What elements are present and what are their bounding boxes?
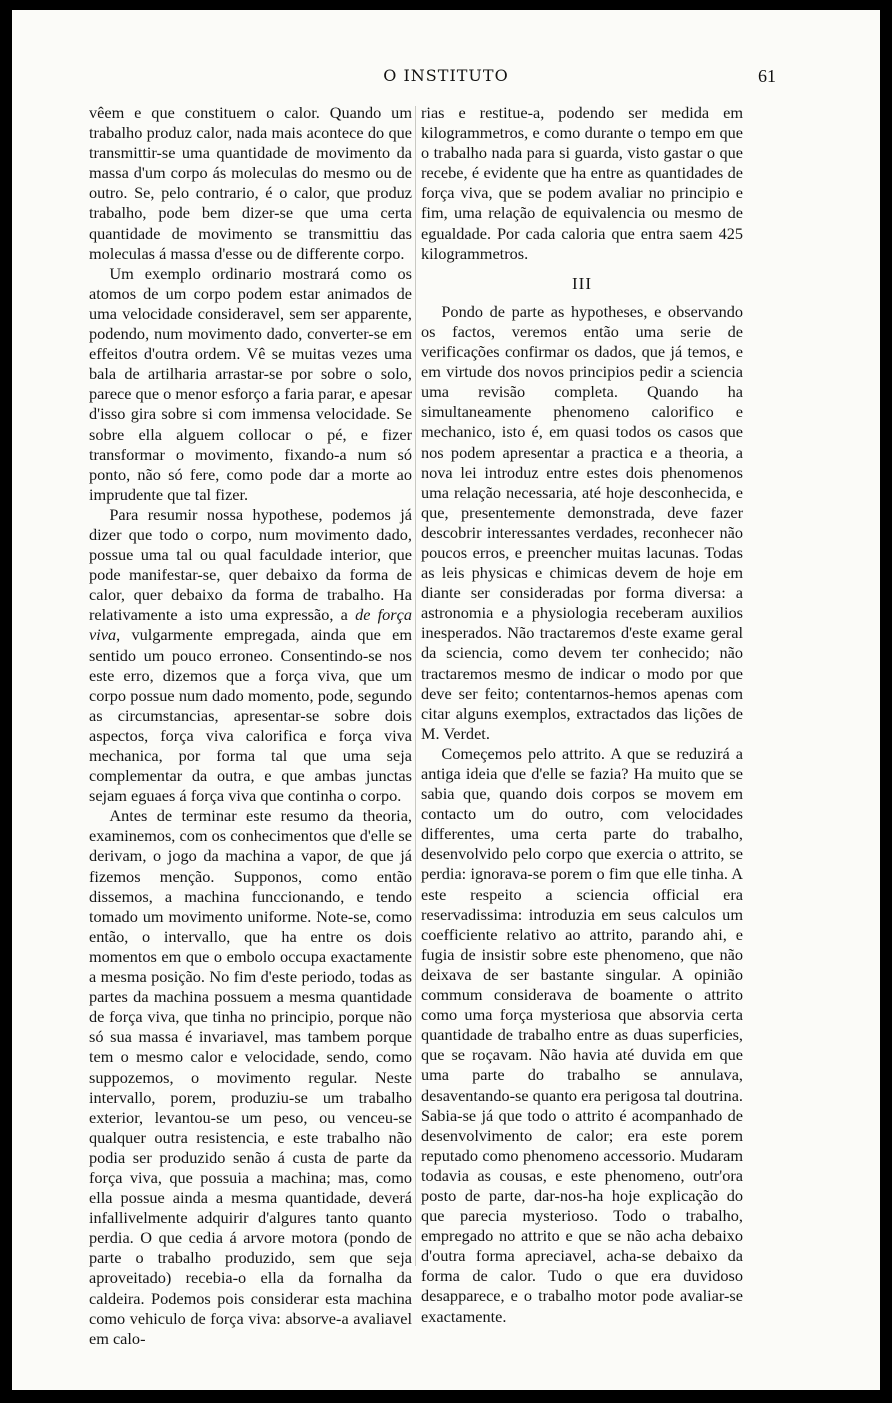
- page-sheet: [12, 10, 880, 1390]
- left-paragraph-3-text-b: , vulgarmente empregada, ainda que em sentido um pouco erroneo. Consentindo-se nos este erro, dizemos que a força viva, que um corpo possue num dado momento, pode, segundo as circumstancias, apresentar-se sobre dois aspectos, força viva calorifica e força viva mechanica, por forma tal que uma seja complementar da outra, e que ambas junctas sejam eguaes á força viva que continha o corpo.: [89, 625, 412, 806]
- page-number: 61: [758, 66, 776, 86]
- left-column: [89, 103, 412, 1349]
- right-paragraph-2: Pondo de parte as hypotheses, e observando os factos, veremos então uma serie de verificações confirmar os dados, que já temos, e em virtude dos novos principios pedir a sciencia uma revisão completa. Quando ha simultaneamente phenomeno calorifico e mechanico, isto é, em quasi todos os casos que nos podem apresentar a practica e a theoria, a nova lei introduz entre estes dois phenomenos uma relação necessaria, até hoje desconhecida, e que, presentemente demonstrada, deve fazer descobrir interessantes verdades, reconhecer não poucos erros, e preencher muitas lacunas. Todas as leis physicas e chimicas devem de hoje em diante ser consideradas por forma diversa: a astronomia e a physiologia receberam auxilios inesperados. Não tractaremos d'este exame geral da sciencia, como devem ter conhecido; não tractaremos mesmo de indicar o modo por que deve ser feito; contentarnos-hemos apenas com citar alguns exemplos, extractados das lições de M. Verdet.: [421, 301, 743, 743]
- section-heading: III: [572, 273, 592, 293]
- left-paragraph-1: vêem e que constituem o calor. Quando um trabalho produz calor, nada mais acontece do que transmittir-se uma quantidade de movimento da massa d'um corpo ás moleculas do mesmo ou de outro. Se, pelo contrario, é o calor, que produz trabalho, pode bem dizer-se que uma certa quantidade de movimento se transmittiu das moleculas á massa d'esse ou de differente corpo.: [89, 103, 412, 263]
- running-title: O INSTITUTO: [383, 66, 509, 85]
- left-paragraph-3-text-a: Para resumir nossa hypothese, podemos já dizer que todo o corpo, num movimento dado, possue uma tal ou qual faculdade interior, que pode manifestar-se, quer debaixo da forma de calor, quer debaixo da forma de trabalho. Ha relativamente a isto uma expressão, a: [89, 504, 412, 625]
- right-paragraph-1: rias e restitue-a, podendo ser medida em kilogrammetros, e como durante o tempo em que o trabalho nada para si guarda, visto gastar o que recebe, é evidente que ha entre as quantidades de força viva, que se podem avaliar no principio e fim, uma relação de equivalencia ou mesmo de egualdade. Por cada caloria que entra saem 425 kilogrammetros.: [421, 103, 743, 263]
- left-paragraph-3-italic: de força viva: [89, 605, 412, 645]
- right-column: [421, 103, 743, 1327]
- column-divider: [415, 106, 416, 1266]
- left-paragraph-2: Um exemplo ordinario mostrará como os atomos de um corpo podem estar animados de uma velocidade consideravel, sem ser apparente, podendo, num movimento dado, converter-se em effeitos d'outra ordem. Vê se muitas vezes uma bala de artilharia arrastar-se por sobre o solo, parece que o menor esforço a faria parar, e apesar d'isso gira sobre si com immensa velocidade. Se sobre ella alguem collocar o pé, e fizer transformar o movimento, fixando-a num só ponto, não só fere, como pode dar a morte ao imprudente que tal fizer.: [89, 263, 412, 504]
- left-paragraph-4: Antes de terminar este resumo da theoria, examinemos, com os conhecimentos que d'elle se derivam, o jogo da machina a vapor, de que já fizemos menção. Supponos, como então dissemos, a machina funccionando, e tendo tomado um movimento uniforme. Note-se, como então, o intervallo, que ha entre os dois momentos em que o embolo occupa exactamente a mesma posição. No fim d'este periodo, todas as partes da machina possuem a mesma quantidade de força viva, que tinha no principio, porque não só sua massa é invariavel, mas tambem porque tem o mesmo calor e velocidade, sendo, como suppozemos, o movimento regular. Neste intervallo, porem, produziu-se um trabalho exterior, levantou-se um peso, ou venceu-se qualquer outra resistencia, e este trabalho não podia ser produzido senão á custa de parte da força viva, que possuia a machina; mas, como ella possue ainda a mesma quantidade, deverá infallivelmente adquirir d'algures tanto quanto perdia. O que cedia á arvore motora (pondo de parte o trabalho produzido, sem que seja aproveitado) recebia-o ella da fornalha da caldeira. Podemos pois considerar esta machina como vehiculo de força viva: absorve-a avaliavel em calo-: [89, 806, 412, 1348]
- left-paragraph-3: [89, 505, 412, 806]
- right-paragraph-3: Começemos pelo attrito. A que se reduzirá a antiga ideia que d'elle se fazia? Ha muito que se sabia que, quando dois corpos se movem em contacto um do outro, com velocidades differentes, uma certa parte do trabalho, desenvolvido pelo corpo que exercia o attrito, se perdia: ignorava-se porem o fim que elle tinha. A este respeito a sciencia official era reservadissima: introduzia em seus calculos um coefficiente relativo ao attrito, parando ahi, e fugia de insistir sobre este phenomeno, que não deixava de ser bastante singular. A opinião commum considerava de boamente o attrito como uma força mysteriosa que absorvia certa quantidade de trabalho entre as duas superficies, que se roçavam. Não havia até duvida em que uma parte do trabalho se annulava, desaventando-se quanto era perigosa tal doutrina. Sabia-se já que todo o attrito é acompanhado de desenvolvimento de calor; era este porem reputado como phenomeno accessorio. Mudaram todavia as cousas, e este phenomeno, outr'ora posto de parte, dar-nos-ha hoje explicação do que parecia mysterioso. Todo o trabalho, empregado no attrito e que se não acha debaixo d'outra forma apreciavel, acha-se debaixo da forma de calor. Tudo o que era duvidoso desapparece, e o trabalho motor pode avaliar-se exactamente.: [421, 743, 743, 1326]
